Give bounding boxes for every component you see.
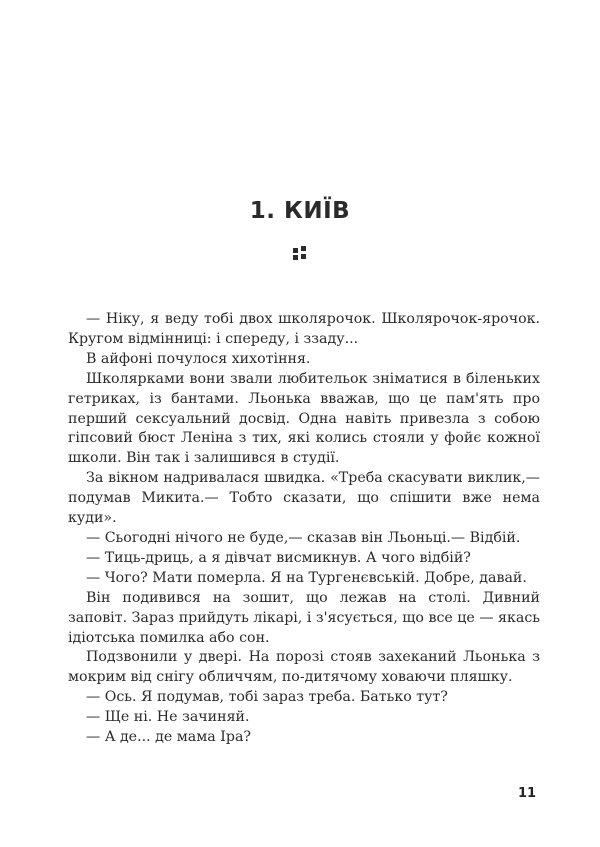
body-text [68,310,540,748]
dialogue-line: — Чого? Мати померла. Я на Тургенєвській. Добре, давай. [86,569,527,586]
dialogue-line: — Тиць-дриць, а я дівчат висмикнув. А чого відбій? [86,549,471,566]
paragraph: Подзвонили у двері. На порозі стояв захеканий Льонька з мокрим від снігу обличчям, по-дитячому ховаючи пляшку. [68,649,540,686]
dialogue-line: — Ось. Я подумав, тобі зараз треба. Батько тут? [86,689,448,706]
dialogue-line: — Сьогодні нічого не буде,— сказав він Льоньці.— Відбій. [86,529,521,546]
paragraph: — Ніку, я веду тобі двох школярочок. Школярочок-ярочок. Кругом відмінниці: і спереду, і ззаду... [68,311,540,347]
dialogue-line: — Ще ні. Не зачиняй. [86,709,250,726]
paragraph: В айфоні почулося хихотіння. [86,350,311,367]
page-number: 11 [518,786,537,801]
paragraph: За вікном надривалася швидка. «Треба скасувати виклик,— подумав Микита.— Тобто сказати, що спішити вже нема куди». [68,470,540,527]
paragraph: Він подивився на зошит, що лежав на столі. Дивний заповіт. Зараз прийдуть лікарі, і з'ясується, що все це — якась ідіотська помилка або сон. [68,589,540,646]
dialogue-line: — А де... де мама Іра? [86,729,252,746]
chapter-title: 1. КИЇВ [249,198,351,224]
paragraph: Школярками вони звали любительок зніматися в біленьких гетриках, із бантами. Льонька вважав, що це пам'ять про перший сексуальний досвід. Одна навіть привезла з собою гіпсовий бюст Леніна з тих, які колись стояли у фойє кожної школи. Він так і залишився в студії. [68,370,540,467]
ornament-icon [292,245,308,261]
